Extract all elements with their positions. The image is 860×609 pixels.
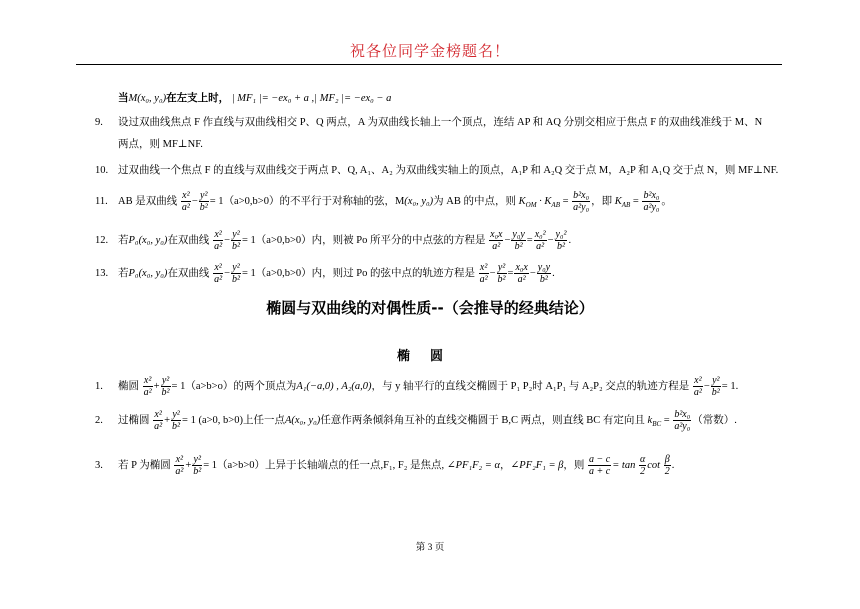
fraction: $\frac{\text{y²}}{\text{b²}}$ [711,375,720,398]
op: − [504,234,511,246]
op: + [153,380,160,392]
op: − [191,195,198,207]
op: = [632,195,639,207]
item-text: （常数）. [692,414,737,426]
section-title: 椭圆与双曲线的对偶性质--（会推导的经典结论） [266,299,594,317]
fraction: $\frac{\text{x²}}{\text{a²}}$ [693,375,702,398]
fraction: $\frac{\text{x²}}{\text{a²}}$ [214,229,223,252]
item-number: 11. [95,195,108,207]
item-number: 2. [95,414,103,426]
item-text: 若 P 为椭圆 [118,459,171,471]
text: 在左支上时， [166,93,230,104]
item-text: 在双曲线 [167,234,210,246]
fraction: $\frac{\text{x₀x}}{\text{a²}}$ [515,262,528,285]
item-text: 两点，则 MF⊥NF. [118,139,203,150]
math: A(x₀, y₀) [284,414,321,426]
subscript: AB [621,201,631,209]
fraction: $\frac{a - c}{a + c}$ [589,454,611,477]
op: = 1 [182,414,196,426]
op: − [547,234,554,246]
fraction: $\frac{\text{x²}}{\text{a²}}$ [143,375,152,398]
item-text: . [568,234,572,246]
subscript: BC [652,420,662,428]
item-text: 若 [118,234,129,246]
math: ∠PF₁F₂ = α [446,459,500,471]
fraction: $\frac{\text{y²}}{\text{b²}}$ [231,229,240,252]
op: − [224,234,230,246]
op: − [489,267,496,279]
op: = [526,234,533,246]
math: (x₀, y₀) [404,195,434,207]
fraction: $\frac{\text{y²}}{\text{b²}}$ [172,409,181,432]
math: P₀(x₀, y₀) [128,267,168,279]
math: | MF₁ |= −ex₀ + a ,| MF₂ |= −ex₀ − a [231,93,392,104]
math: P₀(x₀, y₀) [128,234,168,246]
item-text: ， [500,459,511,471]
item-text: 过双曲线一个焦点 F 的直线与双曲线交于两点 P、Q, A₁、A₂ 为双曲线实轴上的顶点，A₁P 和 A₂Q 交于点 M，A₂P 和 A₁Q 交于点 N，则 MF⊥NF. [118,165,779,176]
item-text: 过椭圆 [118,414,150,426]
fraction: $\frac{\text{x₀²}}{\text{a²}}$ [534,229,546,252]
item-text: 任意作两条倾斜角互补的直线交椭圆于 B,C 两点，则直线 BC 有定向且 [320,414,645,426]
fraction: $\frac{\text{y²}}{\text{b²}}$ [193,454,202,477]
item-text: . [735,380,739,392]
item-text: ，即 [591,195,613,207]
item-number: 10. [95,165,109,176]
item-text: 设过双曲线焦点 F 作直线与双曲线相交 P、Q 两点，A 为双曲线长轴上一个顶点，连结 AP 和 AQ 分别交相应于焦点 F 的双曲线准线于 M、N [118,117,763,128]
fraction: $\frac{\text{x²}}{\text{a²}}$ [154,409,163,432]
subscript: OM [525,201,537,209]
item-number: 3. [95,459,103,471]
op: = [507,267,514,279]
header-rule [76,64,782,65]
item-text: ，与 y 轴平行的直线交椭圆于 P₁ P₂时 A₁P₁ 与 A₂P₂ 交点的轨迹方程是 [371,380,690,392]
op: = [562,195,569,207]
item-12 [95,229,795,252]
item-text: （a>b>0）上异于长轴端点的任一点,F₁, F₂ 是焦点, [217,459,445,471]
fraction: $\frac{\alpha}{2}$ [639,454,646,477]
math: K [518,195,526,207]
ellipse-item-1 [95,375,795,398]
math: A₁(−a,0) , A₂(a,0) [296,380,372,392]
item-number: 13. [95,267,109,279]
ellipse-item-3 [95,454,795,477]
op: = 1 [203,459,218,471]
item-text: （a>0,b>0）内，则被 Po 所平分的中点弦的方程是 [255,234,486,246]
item-text: （a>0,b>0）内，则过 Po 的弦中点的轨迹方程是 [255,267,475,279]
op: = 1 [241,234,256,246]
item-9 [95,116,795,130]
fraction: $\frac{\text{y²}}{\text{b²}}$ [231,262,240,285]
fraction: $\frac{\text{y₀y}}{\text{b²}}$ [512,229,525,252]
item-text: 为 AB 的中点，则 [433,195,516,207]
op: − [224,267,230,279]
fraction: $\frac{\text{b²x₀}}{\text{a²y₀}}$ [674,409,691,432]
math: k [647,414,653,426]
op: = 1 [209,195,224,207]
item-text: （a>0,b>0）的不平行于对称轴的弦，M [223,195,405,207]
op: − [703,380,710,392]
item-number: 12. [95,234,109,246]
subscript: AB [551,201,560,209]
fraction: $\frac{\text{x²}}{\text{a²}}$ [214,262,223,285]
item-text: AB 是双曲线 [118,195,178,207]
fraction: $\frac{\text{x²}}{\text{a²}}$ [181,190,190,213]
text: 当 [118,93,129,104]
op: = 1 [241,267,256,279]
fraction: $\frac{\beta}{2}$ [664,454,670,477]
op: = [663,414,670,426]
math: K [614,195,622,207]
header-title: 祝各位同学金榜题名！ [349,44,510,60]
fraction: $\frac{\text{y₀y}}{\text{b²}}$ [537,262,551,285]
subsection-title: 椭圆 [396,349,463,364]
fraction: $\frac{\text{x²}}{\text{a²}}$ [479,262,488,285]
item-text: . [552,267,555,279]
op: + [185,459,192,471]
math: · K [539,195,552,207]
item-text: (a>0, b>0)上任一点 [195,414,285,426]
fraction: $\frac{\text{y²}}{\text{b²}}$ [199,190,208,213]
item-9-cont [118,138,818,152]
op: − [529,267,536,279]
item-text: ，则 [563,459,585,471]
ellipse-item-2 [95,409,795,432]
item-text: 若 [118,267,129,279]
item-text: 在双曲线 [167,267,210,279]
op: + [164,414,171,426]
fraction: $\frac{\text{x²}}{\text{a²}}$ [175,454,184,477]
item-10 [95,164,795,178]
fraction: $\frac{\text{b²x₀}}{\text{a²y₀}}$ [573,190,590,213]
op: = 1 [721,380,736,392]
fraction: $\frac{\text{y²}}{\text{b²}}$ [497,262,506,285]
item-11 [95,190,795,213]
item-number: 1. [95,380,103,392]
line-left-branch [118,92,818,106]
fraction: $\frac{\text{x₀x}}{\text{a²}}$ [490,229,503,252]
fraction: $\frac{\text{y₀²}}{\text{b²}}$ [555,229,567,252]
math: ∠PF₂F₁ = β [510,459,564,471]
item-text: （a>b>o）的两个顶点为 [185,380,297,392]
op: = tan [612,459,636,471]
op: = 1 [171,380,186,392]
page-number: 第 3 页 [415,543,445,553]
item-13 [95,262,795,285]
fraction: $\frac{\text{y²}}{\text{b²}}$ [161,375,170,398]
math: M(x₀, y₀) [128,93,167,104]
item-text: . [671,459,675,471]
fraction: $\frac{\text{b²x₀}}{\text{a²y₀}}$ [643,190,660,213]
item-text: 。 [661,195,672,207]
op: cot [647,459,661,471]
item-text: 椭圆 [118,380,139,392]
item-number: 9. [95,117,103,128]
